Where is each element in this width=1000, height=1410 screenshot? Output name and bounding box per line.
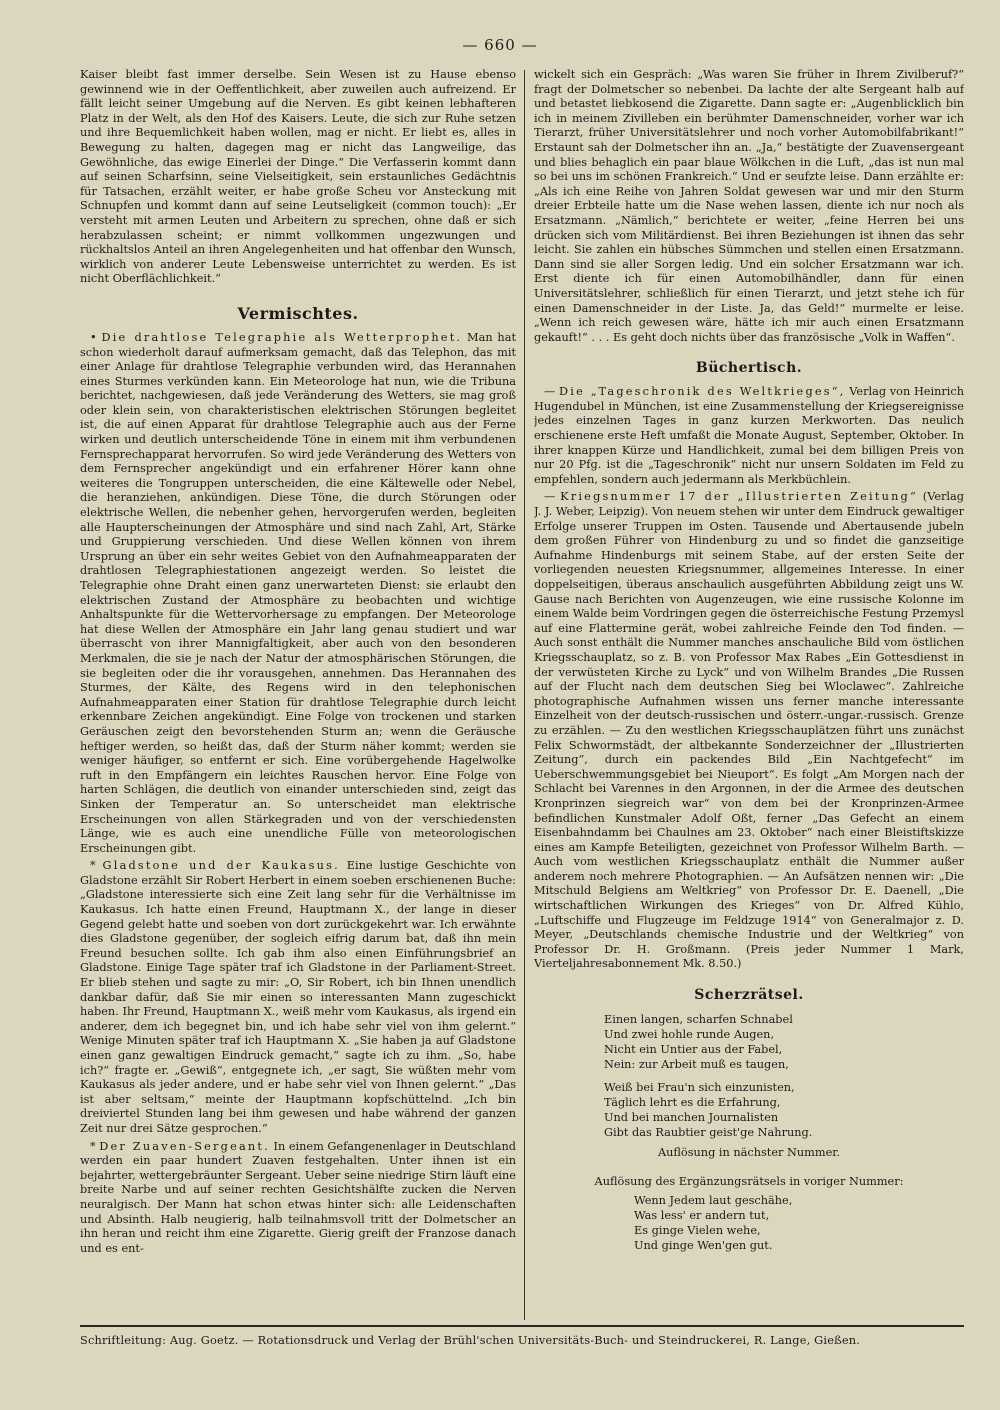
poem-line: Und ginge Wen'gen gut. xyxy=(634,1239,773,1253)
section-heading-scherzraetsel: Scherzrätsel. xyxy=(694,987,804,1004)
right-column xyxy=(534,68,964,1320)
poem-line: Was less' er andern tut, xyxy=(634,1209,770,1223)
imprint-footer: Schriftleitung: Aug. Goetz. — Rotationsdruck und Verlag der Brühl'schen Universitäts-Buch- und Steindruckerei, R. Lange, Gießen. xyxy=(80,1334,860,1347)
article-title: Gladstone und der Kaukasus. xyxy=(102,859,340,873)
article-title: Der Zuaven-Sergeant. xyxy=(99,1139,270,1153)
poem-stanza-gap xyxy=(604,1072,964,1080)
poem-line: Und zwei hohle runde Augen, xyxy=(604,1028,775,1042)
poem-line: Weiß bei Frau'n sich einzunisten, xyxy=(604,1081,795,1095)
article-body: In einem Gefangenenlager in Deutschland werden ein paar hundert Zuaven festgehalten. Unter ihnen ist ein bejahrter, wettergebräunter Sergeant. Ueber seine niedrige Stirn läuft eine breite Narbe und auf seiner rechten Gesichtshälfte zucken die Nerven neuralgisch. Der Mann hat schon etwas hinter sich: alle Leidenschaften und Absinth. Halb neugierig, halb teilnahmsvoll tritt der Dolmetscher an ihn heran und reicht ihm eine Zigarette. Gierig greift der Franzose danach und es ent- xyxy=(80,1139,516,1255)
article-gladstone: * Gladstone und der Kaukasus. Eine lustige Geschichte von Gladstone erzählt Sir Robert Herbert in einem soeben erschienenen Buche: „Gladstone interessierte sich eine Zeit lang sehr für die Verhältnisse im Kaukasus. Ich hatte einen Freund, Hauptmann X., der lange in dieser Gegend gelebt hatte und soeben von dort zurückgekehrt war. Ich erwähnte dies Gladstone gegenüber, der sogleich eifrig darum bat, daß ihn mein Freund besuchen sollte. Ich gab ihm also einen Einführungsbrief an Gladstone. Einige Tage später traf ich Gladstone in der Parliament-Street. Er blieb stehen und sagte zu mir: „O, Sir Robert, ich bin Ihnen unendlich dankbar dafür, daß Sie mir einen so interessanten Mann zugeschickt haben. Ihr Freund, Hauptmann X., weiß mehr vom Kaukasus, als irgend ein anderer, dem ich begegnet bin, und ich habe sehr viel von ihm gelernt.“ Wenige Minuten später traf ich Hauptmann X. „Sie haben ja auf Gladstone einen ganz gewaltigen Eindruck gemacht,“ sagte ich zu ihm. „So, habe ich?“ fragte er. „Gewiß“, entgegnete ich, „er sagt, Sie wüßten mehr vom Kaukasus als jeder andere, und er habe sehr viel von Ihnen gelernt.“ „Das ist aber seltsam,“ meinte der Hauptmann kopfschüttelnd. „Ich bin dreiviertel Stunden lang bei ihm gewesen und habe während der ganzen Zeit nur drei Sätze gesprochen.“ xyxy=(80,859,516,1135)
book-body: (Verlag J. J. Weber, Leipzig). Von neuem stehen wir unter dem Eindruck gewaltiger Erfolge unserer Truppen im Osten. Tausende und Abertausende jubeln dem großen Führer von Hindenburg zu und so findet die ganzseitige Aufnahme Hindenburgs mit seinem Stabe, auf der ersten Seite der vorliegenden neuesten Kriegsnummer, allgemeines Interesse. In einer doppelseitigen, überaus anschaulich ausgeführten Abbildung zeigt uns W. Gause nach Berichten von Augenzeugen, wie eine russische Kolonne im einem Walde beim Vordringen gegen die österreichische Festung Przemysl auf eine Flattermine gerät, wobei zahlreiche Feinde den Tod finden. — Auch sonst enthält die Nummer manches anschauliche Bild vom östlichen Kriegsschauplatz, so z. B. von Professor Max Rabes „Ein Gottesdienst in der verwüsteten Kirche zu Lyck“ und von Wilhelm Brandes „Die Russen auf der Flucht nach dem deutschen Sieg bei Wloclawec“. Zahlreiche photographische Aufnahmen wissen uns ferner manche interessante Einzelheit von der deutsch-russischen und österr.-ungar.-russisch. Grenze zu erzählen. — Zu den westlichen Kriegsschauplätzen führt uns zunächst Felix Schwormstädt, der altbekannte Sonderzeichner der „Illustrierten Zeitung“, durch ein packendes Bild „Ein Nachtgefecht“ im Ueberschwemmungsgebiet bei Nieuport“. Es folgt „Am Morgen nach der Schlacht bei Varennes in den Argonnen, in der die Armee des deutschen Kronprinzen siegreich war“ von dem bei der Kronprinzen-Armee befindlichen Kunstmaler Adolf Oßt, ferner „Das Gefecht an einem Eisenbahndamm bei Chaulnes am 23. Oktober“ nach einer Bleistiftskizze eines am Kampfe Beteiligten, gezeichnet von Professor Wilhelm Barth. — Auch vom westlichen Kriegsschauplatz enthält die Nummer außer anderem noch mehrere Photographien. — An Aufsätzen nennen wir: „Die Mitschuld Belgiens am Weltkrieg“ von Professor Dr. E. Daenell, „Die wirtschaftlichen Wirkungen des Krieges“ von Dr. Alfred Kühlo, „Luftschiffe und Flugzeuge im Feldzuge 1914“ von Generalmajor z. D. Meyer, „Deutschlands chemische Industrie und der Weltkrieg“ von Professor Dr. H. Großmann. (Preis jeder Nummer 1 Mark, Vierteljahresabonnement Mk. 8.50.) xyxy=(534,490,964,971)
left-column xyxy=(80,68,516,1320)
column-divider xyxy=(524,70,525,1320)
poem-line: Gibt das Raubtier geist'ge Nahrung. xyxy=(604,1126,813,1140)
poem-line: Nicht ein Untier aus der Fabel, xyxy=(604,1043,783,1057)
book-review-illustrierte: — Kriegsnummer 17 der „Illustrierten Zeitung“ (Verlag J. J. Weber, Leipzig). Von neuem stehen wir unter dem Eindruck gewaltiger Erfolge unserer Truppen im Osten. Tausende und Abertausende jubeln dem großen Führer von Hindenburg zu und so findet die ganzseitige Aufnahme Hindenburgs mit seinem Stabe, auf der ersten Seite der vorliegenden neuesten Kriegsnummer, allgemeines Interesse. In einer doppelseitigen, überaus anschaulich ausgeführten Abbildung zeigt uns W. Gause nach Berichten von Augenzeugen, wie eine russische Kolonne im einem Walde beim Vordringen gegen die österreichische Festung Przemysl auf eine Flattermine gerät, wobei zahlreiche Feinde den Tod finden. — Auch sonst enthält die Nummer manches anschauliche Bild vom östlichen Kriegsschauplatz, so z. B. von Professor Max Rabes „Ein Gottesdienst in der verwüsteten Kirche zu Lyck“ und von Wilhelm Brandes „Die Russen auf der Flucht nach dem deutschen Sieg bei Wloclawec“. Zahlreiche photographische Aufnahmen wissen uns ferner manche interessante Einzelheit von der deutsch-russischen und österr.-ungar.-russisch. Grenze zu erzählen. — Zu den westlichen Kriegsschauplätzen führt uns zunächst Felix Schwormstädt, der altbekannte Sonderzeichner der „Illustrierten Zeitung“, durch ein packendes Bild „Ein Nachtgefecht“ im Ueberschwemmungsgebiet bei Nieuport“. Es folgt „Am Morgen nach der Schlacht bei Varennes in den Argonnen, in der die Armee des deutschen Kronprinzen siegreich war“ von dem bei der Kronprinzen-Armee befindlichen Kunstmaler Adolf Oßt, ferner „Das Gefecht an einem Eisenbahndamm bei Chaulnes am 23. Oktober“ nach einer Bleistiftskizze eines am Kampfe Beteiligten, gezeichnet von Professor Wilhelm Barth. — Auch vom westlichen Kriegsschauplatz enthält die Nummer außer anderem noch mehrere Photographien. — An Aufsätzen nennen wir: „Die Mitschuld Belgiens am Weltkrieg“ von Professor Dr. E. Daenell, „Die wirtschaftlichen Wirkungen des Krieges“ von Dr. Alfred Kühlo, „Luftschiffe und Flugzeuge im Feldzuge 1914“ von Generalmajor z. D. Meyer, „Deutschlands chemische Industrie und der Weltkrieg“ von Professor Dr. H. Großmann. (Preis jeder Nummer 1 Mark, Vierteljahresabonnement Mk. 8.50.) xyxy=(534,490,964,971)
article-body: Eine lustige Geschichte von Gladstone erzählt Sir Robert Herbert in einem soeben erschienenen Buche: „Gladstone interessierte sich eine Zeit lang sehr für die Verhältnisse im Kaukasus. Ich hatte einen Freund, Hauptmann X., der lange in dieser Gegend gelebt hatte und soeben von dort zurückgekehrt war. Ich erwähnte dies Gladstone gegenüber, der sogleich eifrig darum bat, daß ihn mein Freund besuchen sollte. Ich gab ihm also einen Einführungsbrief an Gladstone. Einige Tage später traf ich Gladstone in der Parliament-Street. Er blieb stehen und sagte zu mir: „O, Sir Robert, ich bin Ihnen unendlich dankbar dafür, daß Sie mir einen so interessanten Mann zugeschickt haben. Ihr Freund, Hauptmann X., weiß mehr vom Kaukasus, als irgend ein anderer, dem ich begegnet bin, und ich habe sehr viel von ihm gelernt.“ Wenige Minuten später traf ich Hauptmann X. „Sie haben ja auf Gladstone einen ganz gewaltigen Eindruck gemacht,“ sagte ich zu ihm. „So, habe ich?“ fragte er. „Gewiß“, entgegnete ich, „er sagt, Sie wüßten mehr vom Kaukasus als jeder andere, und er habe sehr viel von Ihnen gelernt.“ „Das ist aber seltsam,“ meinte der Hauptmann kopfschüttelnd. „Ich bin dreiviertel Stunden lang bei ihm gewesen und habe während der ganzen Zeit nur drei Sätze gesprochen.“ xyxy=(80,859,516,1135)
book-review-tageschronik: — Die „Tageschronik des Weltkrieges“, Verlag von Heinrich Hugendubel in München, ist eine Zusammenstellung der Kriegsereignisse jedes einzelnen Tages in ganz kurzen Merkworten. Das neulich erschienene erste Heft umfaßt die Monate August, September, Oktober. In ihrer knappen Kürze und Handlichkeit, zumal bei dem billigen Preis von nur 20 Pfg. ist die „Tageschronik“ nicht nur unsern Soldaten im Feld zu empfehlen, sondern auch jedermann als Merkbüchlein. xyxy=(534,385,964,486)
article-body: Man hat schon wiederholt darauf aufmerksam gemacht, daß das Telephon, das mit einer Anlage für drahtlose Telegraphie verbunden wird, das Herannahen eines Sturmes verkünden kann. Ein Meteorologe hat nun, wie die Tribuna berichtet, nachgewiesen, daß jede Veränderung des Wetters, sie mag groß oder klein sein, von charakteristischen elektrischen Störungen begleitet ist, die auf einen Apparat für drahtlose Telegraphie auch aus der Ferne wirken und deutlich unterscheidende Töne in einem mit ihm verbundenen Fernsprechapparat hervorrufen. So wird jede Veränderung des Wetters von dem Fernsprecher angekündigt und ein erfahrener Hörer kann ohne weiteres die Tongruppen unterscheiden, die eine Kältewelle oder Nebel, die heranziehen, ankündigen. Diese Töne, die durch Störungen oder elektrische Wellen, die nebenher gehen, hervorgerufen werden, begleiten alle Haupterscheinungen der Atmosphäre und sind nach Zahl, Art, Stärke und Gruppierung verschieden. Und diese Wellen können von ihrem Ursprung an über ein sehr weites Gebiet von den Aufnahmeapparaten der drahtlosen Telegraphiestationen angezeigt werden. So leistet die Telegraphie ohne Draht einen ganz unerwarteten Dienst: sie erlaubt den elektrischen Zustand der Atmosphäre zu beobachten und wichtige Anhaltspunkte für die Wettervorhersage zu empfangen. Der Meteorologe hat diese Wellen der Atmosphäre ein Jahr lang genau studiert und war überrascht von ihrer Mannigfaltigkeit, aber auch von den besonderen Merkmalen, die sie je nach der Natur der atmosphärischen Störungen, die sie begleiten oder die ihr vorausgehen, annehmen. Das Herannahen des Sturmes, der Kälte, des Regens wird in den telephonischen Aufnahmeapparaten einer Station für drahtlose Telegraphie durch leicht erkennbare Zeichen angekündigt. Eine Folge von trockenen und starken Geräuschen zeigt den bevorstehenden Sturm an; wenn die Geräusche heftiger werden, so heißt das, daß der Sturm näher kommt; werden sie weniger häufiger, so entfernt er sich. Eine vorübergehende Hagelwolke ruft in den Empfängern ein leichtes Rauschen hervor. Eine Folge von harten Schlägen, die deutlich von einander unterschieden sind, zeigt das Sinken der Temperatur an. So unterscheidet man elektrische Erscheinungen von allen Stärkegraden und von der verschiedensten Länge, wie es auch eine unendliche Fülle von meteorologischen Erscheinungen gibt. xyxy=(80,330,516,855)
riddle-poem xyxy=(534,1012,964,1140)
article-zuaven: * Der Zuaven-Sergeant. In einem Gefangenenlager in Deutschland werden ein paar hundert Zuaven festgehalten. Unter ihnen ist ein bejahrter, wettergebräunter Sergeant. Ueber seine niedrige Stirn läuft eine breite Narbe und auf seiner rechten Gesichtshälfte zucken die Nerven neuralgisch. Der Mann hat schon etwas hinter sich: alle Leidenschaften und Absinth. Halb neugierig, halb teilnahmsvoll tritt der Dolmetscher an ihn heran und reicht ihm eine Zigarette. Gierig greift der Franzose danach und es ent- xyxy=(80,1139,516,1255)
book-body: Verlag von Heinrich Hugendubel in München, ist eine Zusammenstellung der Kriegsereignisse jedes einzelnen Tages in ganz kurzen Merkworten. Das neulich erschienene erste Heft umfaßt die Monate August, September, Oktober. In ihrer knappen Kürze und Handlichkeit, zumal bei dem billigen Preis von nur 20 Pfg. ist die „Tageschronik“ nicht nur unsern Soldaten im Feld zu empfehlen, sondern auch jedermann als Merkbüchlein. xyxy=(534,385,964,486)
solution-heading: Auflösung des Ergänzungsrätsels in voriger Nummer: xyxy=(594,1174,904,1188)
poem-line: Nein: zur Arbeit muß es taugen, xyxy=(604,1058,789,1072)
zuaven-continued: wickelt sich ein Gespräch: „Was waren Sie früher in Ihrem Zivilberuf?“ fragt der Dolmetscher so nebenbei. Da lachte der alte Sergeant halb auf und betastet liebkosend die Zigarette. Dann sagte er: „Augenblicklich bin ich in meinem Zivilleben ein berühmter Damenschneider, vorher war ich Tierarzt, früher Universitätslehrer und noch vorher Automobilfabrikant!“ Erstaunt sah der Dolmetscher ihn an. „Ja,“ bestätigte der Zuavensergeant und blies behaglich ein paar blaue Wölkchen in die Luft, „das ist nun mal so bei uns im schönen Frankreich.“ Und er seufzte leise. Dann erzählte er: „Als ich eine Reihe von Jahren Soldat gewesen war und mir den Sturm dreier Erbteile hatte um die Nase wehen lassen, diente ich nur noch als Ersatzmann. „Nämlich,“ berichtete er weiter, „feine Herren bei uns drücken sich vom Militärdienst. Bei ihren Beziehungen ist ihnen das sehr leicht. Sie zahlen ein hübsches Sümmchen und stellen einen Ersatzmann. Dann sind sie aller Sorgen ledig. Und ein solcher Ersatzmann war ich. Erst diente ich für einen Automobilhändler, dann für einen Universitätslehrer, schließlich für einen Tierarzt, und jetzt stehe ich für einen Damenschneider in der Liste. Ja, das Geld!“ murmelte er leise. „Wenn ich reich gewesen wäre, hätte ich mir auch einen Ersatzmann gekauft!“ . . . Es geht doch nichts über das französische „Volk in Waffen“. xyxy=(534,68,964,344)
poem-line: Täglich lehrt es die Erfahrung, xyxy=(604,1096,781,1110)
page-number: — 660 — xyxy=(462,36,538,54)
poem-line: Und bei manchen Journalisten xyxy=(604,1111,779,1125)
section-heading-buechertisch: Büchertisch. xyxy=(695,360,803,377)
poem-line: Wenn Jedem laut geschähe, xyxy=(634,1194,793,1208)
intro-paragraph: Kaiser bleibt fast immer derselbe. Sein Wesen ist zu Hause ebenso gewinnend wie in der Oeffentlichkeit, aber zuweilen auch aufreizend. Er fällt leicht seiner Umgebung auf die Nerven. Es gibt keinen lebhafteren Platz in der Welt, als den Hof des Kaisers. Leute, die sich zur Ruhe setzen und ihre Bequemlichkeit haben wollen, mag er nicht. Er liebt es, alles in Bewegung zu halten, dagegen mag er nicht das Langweilige, das Gewöhnliche, das ewige Einerlei der Dinge.“ Die Verfasserin kommt dann auf seinen Scharfsinn, seine Vielseitigkeit, sein erstaunliches Gedächtnis für Tatsachen, erzählt weiter, er habe große Scheu vor Ansteckung mit Schnupfen und kommt dann auf seine Leutseligkeit (common touch): „Er versteht mit armen Leuten und Arbeitern zu sprechen, ohne daß er sich herabzulassen scheint; er nimmt vollkommen ungezwungen und rückhaltslos Anteil an ihren Angelegenheiten und hat offenbar den Wunsch, wirklich von anderer Leute Lebensweise unterrichtet zu werden. Es ist nicht Oberflächlichkeit.“ xyxy=(80,68,516,286)
riddle-note: Auflösung in nächster Nummer. xyxy=(657,1146,841,1160)
book-title: Kriegsnummer 17 der „Illustrierten Zeitung“ xyxy=(560,490,918,504)
section-heading-vermischtes: Vermischtes. xyxy=(237,303,359,323)
poem-line: Einen langen, scharfen Schnabel xyxy=(604,1013,793,1027)
poem-line: Es ginge Vielen wehe, xyxy=(634,1224,761,1238)
footer-rule xyxy=(80,1325,964,1327)
book-title: Die „Tageschronik des Weltkrieges“, xyxy=(559,385,846,399)
article-telegraphie: • Die drahtlose Telegraphie als Wetterprophet. Man hat schon wiederholt darauf aufmerksam gemacht, daß das Telephon, das mit einer Anlage für drahtlose Telegraphie verbunden wird, das Herannahen eines Sturmes verkünden kann. Ein Meteorologe hat nun, wie die Tribuna berichtet, nachgewiesen, daß jede Veränderung des Wetters, sie mag groß oder klein sein, von charakteristischen elektrischen Störungen begleitet ist, die auf einen Apparat für drahtlose Telegraphie auch aus der Ferne wirken und deutlich unterscheidende Töne in einem mit ihm verbundenen Fernsprechapparat hervorrufen. So wird jede Veränderung des Wetters von dem Fernsprecher angekündigt und ein erfahrener Hörer kann ohne weiteres die Tongruppen unterscheiden, die eine Kältewelle oder Nebel, die heranziehen, ankündigen. Diese Töne, die durch Störungen oder elektrische Wellen, die nebenher gehen, hervorgerufen werden, begleiten alle Haupterscheinungen der Atmosphäre und sind nach Zahl, Art, Stärke und Gruppierung verschieden. Und diese Wellen können von ihrem Ursprung an über ein sehr weites Gebiet von den Aufnahmeapparaten der drahtlosen Telegraphiestationen angezeigt werden. So leistet die Telegraphie ohne Draht einen ganz unerwarteten Dienst: sie erlaubt den elektrischen Zustand der Atmosphäre zu beobachten und wichtige Anhaltspunkte für die Wettervorhersage zu empfangen. Der Meteorologe hat diese Wellen der Atmosphäre ein Jahr lang genau studiert und war überrascht von ihrer Mannigfaltigkeit, aber auch von den besonderen Merkmalen, die sie je nach der Natur der atmosphärischen Störungen, die sie begleiten oder die ihr vorausgehen, annehmen. Das Herannahen des Sturmes, der Kälte, des Regens wird in den telephonischen Aufnahmeapparaten einer Station für drahtlose Telegraphie durch leicht erkennbare Zeichen angekündigt. Eine Folge von trockenen und starken Geräuschen zeigt den bevorstehenden Sturm an; wenn die Geräusche heftiger werden, so heißt das, daß der Sturm näher kommt; werden sie weniger häufiger, so entfernt er sich. Eine vorübergehende Hagelwolke ruft in den Empfängern ein leichtes Rauschen hervor. Eine Folge von harten Schlägen, die deutlich von einander unterschieden sind, zeigt das Sinken der Temperatur an. So unterscheidet man elektrische Erscheinungen von allen Stärkegraden und von der verschiedensten Länge, wie es auch eine unendliche Fülle von meteorologischen Erscheinungen gibt. xyxy=(80,330,516,855)
article-title: Die drahtlose Telegraphie als Wetterprophet. xyxy=(101,330,463,344)
solution-poem xyxy=(534,1193,964,1253)
